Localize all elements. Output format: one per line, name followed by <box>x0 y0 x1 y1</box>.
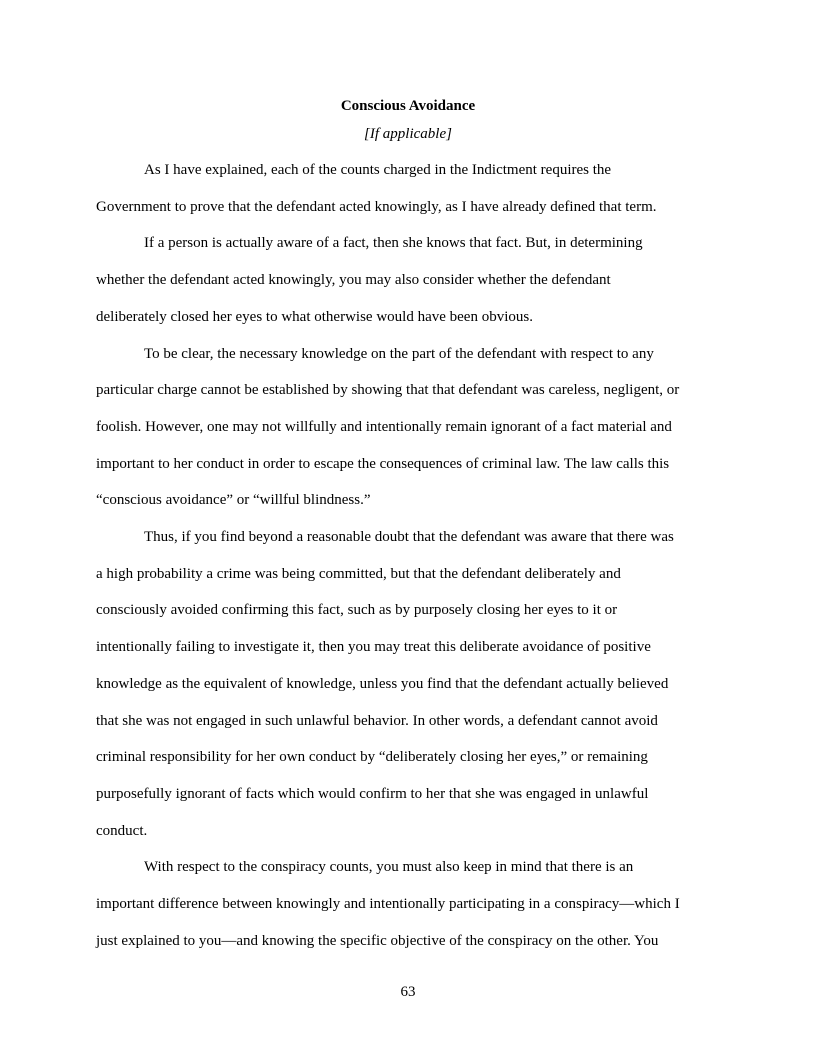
text-line: conduct. <box>96 822 148 839</box>
document-body <box>96 92 720 959</box>
text-line: knowledge as the equivalent of knowledge, unless you find that the defendant actually believed <box>96 675 669 692</box>
text-line: As I have explained, each of the counts charged in the Indictment requires the <box>144 162 612 178</box>
text-line: important to her conduct in order to escape the consequences of criminal law. The law calls this <box>96 455 670 472</box>
document-subtitle: [If applicable] <box>364 126 452 142</box>
paragraph <box>96 519 720 849</box>
text-line: deliberately closed her eyes to what otherwise would have been obvious. <box>96 308 533 325</box>
text-line: a high probability a crime was being committed, but that the defendant deliberately and <box>96 565 621 582</box>
paragraph <box>96 225 720 335</box>
paragraph <box>96 849 720 959</box>
text-line: intentionally failing to investigate it, then you may treat this deliberate avoidance of positive <box>96 639 651 656</box>
text-line: If a person is actually aware of a fact, then she knows that fact. But, in determining <box>144 235 643 252</box>
document-title: Conscious Avoidance <box>340 98 476 114</box>
text-line: foolish. However, one may not willfully and intentionally remain ignorant of a fact material and <box>96 418 672 435</box>
paragraph <box>96 152 720 225</box>
text-line: With respect to the conspiracy counts, you must also keep in mind that there is an <box>144 859 634 876</box>
paragraph <box>96 336 720 520</box>
text-line: particular charge cannot be established by showing that that defendant was careless, negligent, or <box>96 382 680 399</box>
text-line: important difference between knowingly and intentionally participating in a conspiracy—which I <box>96 896 680 913</box>
page-number: 63 <box>400 984 416 1000</box>
text-line: criminal responsibility for her own conduct by “deliberately closing her eyes,” or remaining <box>96 749 648 766</box>
text-line: Thus, if you find beyond a reasonable doubt that the defendant was aware that there was <box>144 529 674 546</box>
text-line: To be clear, the necessary knowledge on the part of the defendant with respect to any <box>144 345 654 362</box>
text-line: just explained to you—and knowing the specific objective of the conspiracy on the other. You <box>96 932 659 949</box>
text-line: purposefully ignorant of facts which would confirm to her that she was engaged in unlawful <box>96 785 649 802</box>
text-line: consciously avoided confirming this fact, such as by purposely closing her eyes to it or <box>96 602 618 619</box>
text-line: “conscious avoidance” or “willful blindness.” <box>96 492 371 509</box>
text-line: Government to prove that the defendant acted knowingly, as I have already defined that term. <box>96 198 657 215</box>
text-line: whether the defendant acted knowingly, you may also consider whether the defendant <box>96 272 611 289</box>
text-line: that she was not engaged in such unlawful behavior. In other words, a defendant cannot avoid <box>96 712 658 729</box>
